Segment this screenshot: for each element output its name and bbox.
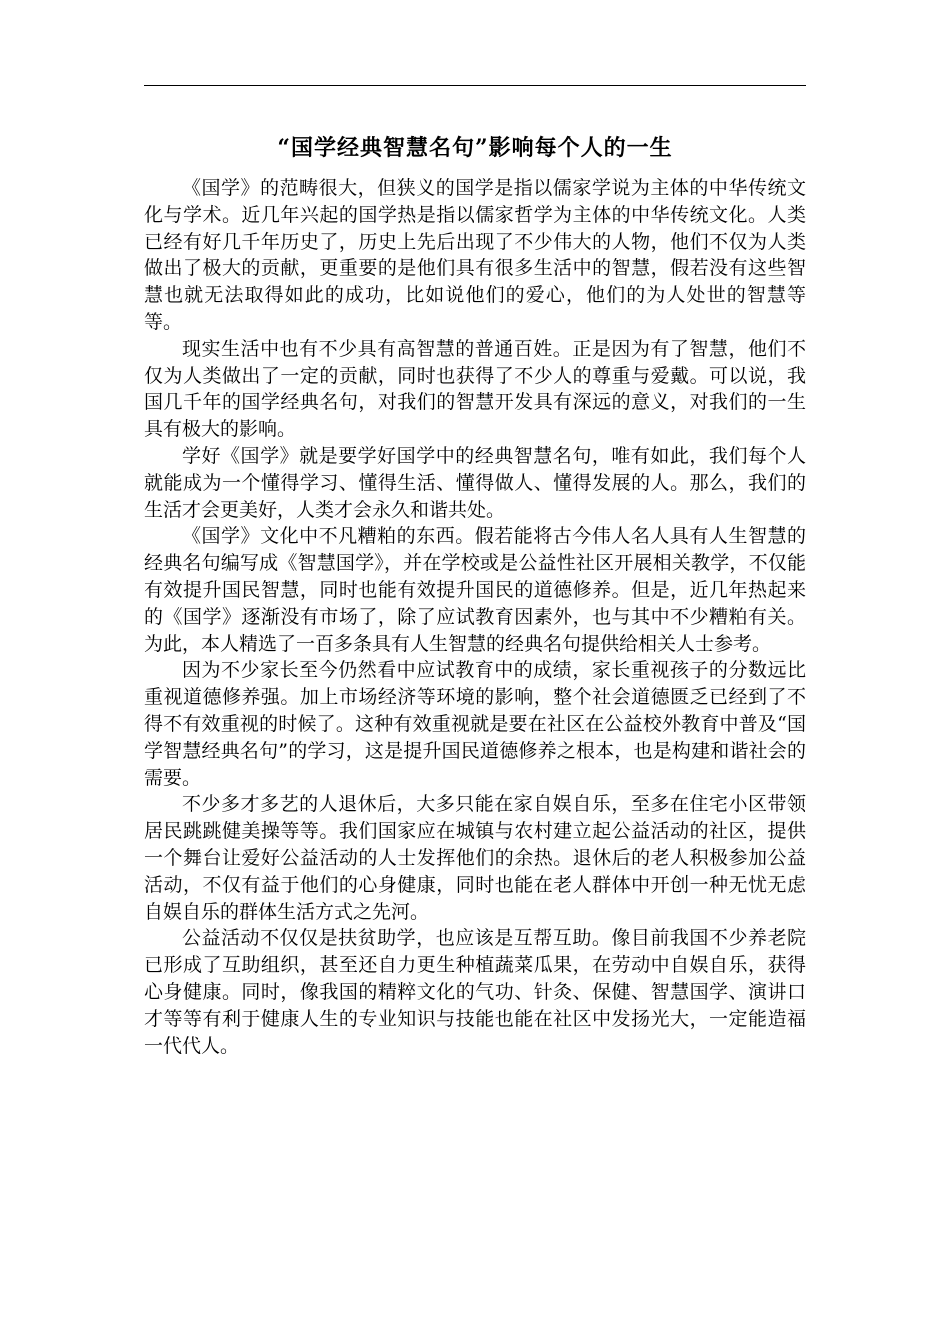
paragraph-1: 《国学》的范畴很大，但狭义的国学是指以儒家学说为主体的中华传统文化与学术。近几年兴起的国学热是指以儒家哲学为主体的中华传统文化。人类已经有好几千年历史了，历史上先后出现了不少伟大的人物，他们不仅为人类做出了极大的贡献，更重要的是他们具有很多生活中的智慧，假若没有这些智慧也就无法取得如此的成功，比如说他们的爱心，他们的为人处世的智慧等等。 xyxy=(144,177,806,333)
paragraph-4: 《国学》文化中不凡糟粕的东西。假若能将古今伟人名人具有人生智慧的经典名句编写成《智慧国学》，并在学校或是公益性社区开展相关教学，不仅能有效提升国民智慧，同时也能有效提升国民的道德修养。但是，近几年热起来的《国学》逐渐没有市场了，除了应试教育因素外，也与其中不少糟粕有关。为此，本人精选了一百多条具有人生智慧的经典名句提供给相关人士参考。 xyxy=(144,525,806,655)
paragraph-6: 不少多才多艺的人退休后，大多只能在家自娱自乐，至多在住宅小区带领居民跳跳健美操等等。我们国家应在城镇与农村建立起公益活动的社区，提供一个舞台让爱好公益活动的人士发挥他们的余热。退休后的老人积极参加公益活动，不仅有益于他们的心身健康，同时也能在老人群体中开创一种无忧无虑自娱自乐的群体生活方式之先河。 xyxy=(144,793,806,923)
paragraph-5: 因为不少家长至今仍然看中应试教育中的成绩，家长重视孩子的分数远比重视道德修养强。加上市场经济等环境的影响，整个社会道德匮乏已经到了不得不有效重视的时候了。这种有效重视就是要在社区在公益校外教育中普及“国学智慧经典名句”的学习，这是提升国民道德修养之根本，也是构建和谐社会的需要。 xyxy=(144,659,806,789)
document-body xyxy=(144,175,806,1059)
paragraph-3: 学好《国学》就是要学好国学中的经典智慧名句，唯有如此，我们每个人就能成为一个懂得学习、懂得生活、懂得做人、懂得发展的人。那么，我们的生活才会更美好，人类才会永久和谐共处。 xyxy=(144,444,806,521)
document-title: “国学经典智慧名句”影响每个人的一生 xyxy=(277,135,673,161)
paragraph-7: 公益活动不仅仅是扶贫助学，也应该是互帮互助。像目前我国不少养老院已形成了互助组织，甚至还自力更生种植蔬菜瓜果，在劳动中自娱自乐，获得心身健康。同时，像我国的精粹文化的气功、针灸、保健、智慧国学、演讲口才等等有利于健康人生的专业知识与技能也能在社区中发扬光大，一定能造福一代代人。 xyxy=(144,927,806,1057)
header-rule xyxy=(144,85,806,86)
paragraph-2: 现实生活中也有不少具有高智慧的普通百姓。正是因为有了智慧，他们不仅为人类做出了一定的贡献，同时也获得了不少人的尊重与爱戴。可以说，我国几千年的国学经典名句，对我们的智慧开发具有深远的意义，对我们的一生具有极大的影响。 xyxy=(144,337,806,441)
